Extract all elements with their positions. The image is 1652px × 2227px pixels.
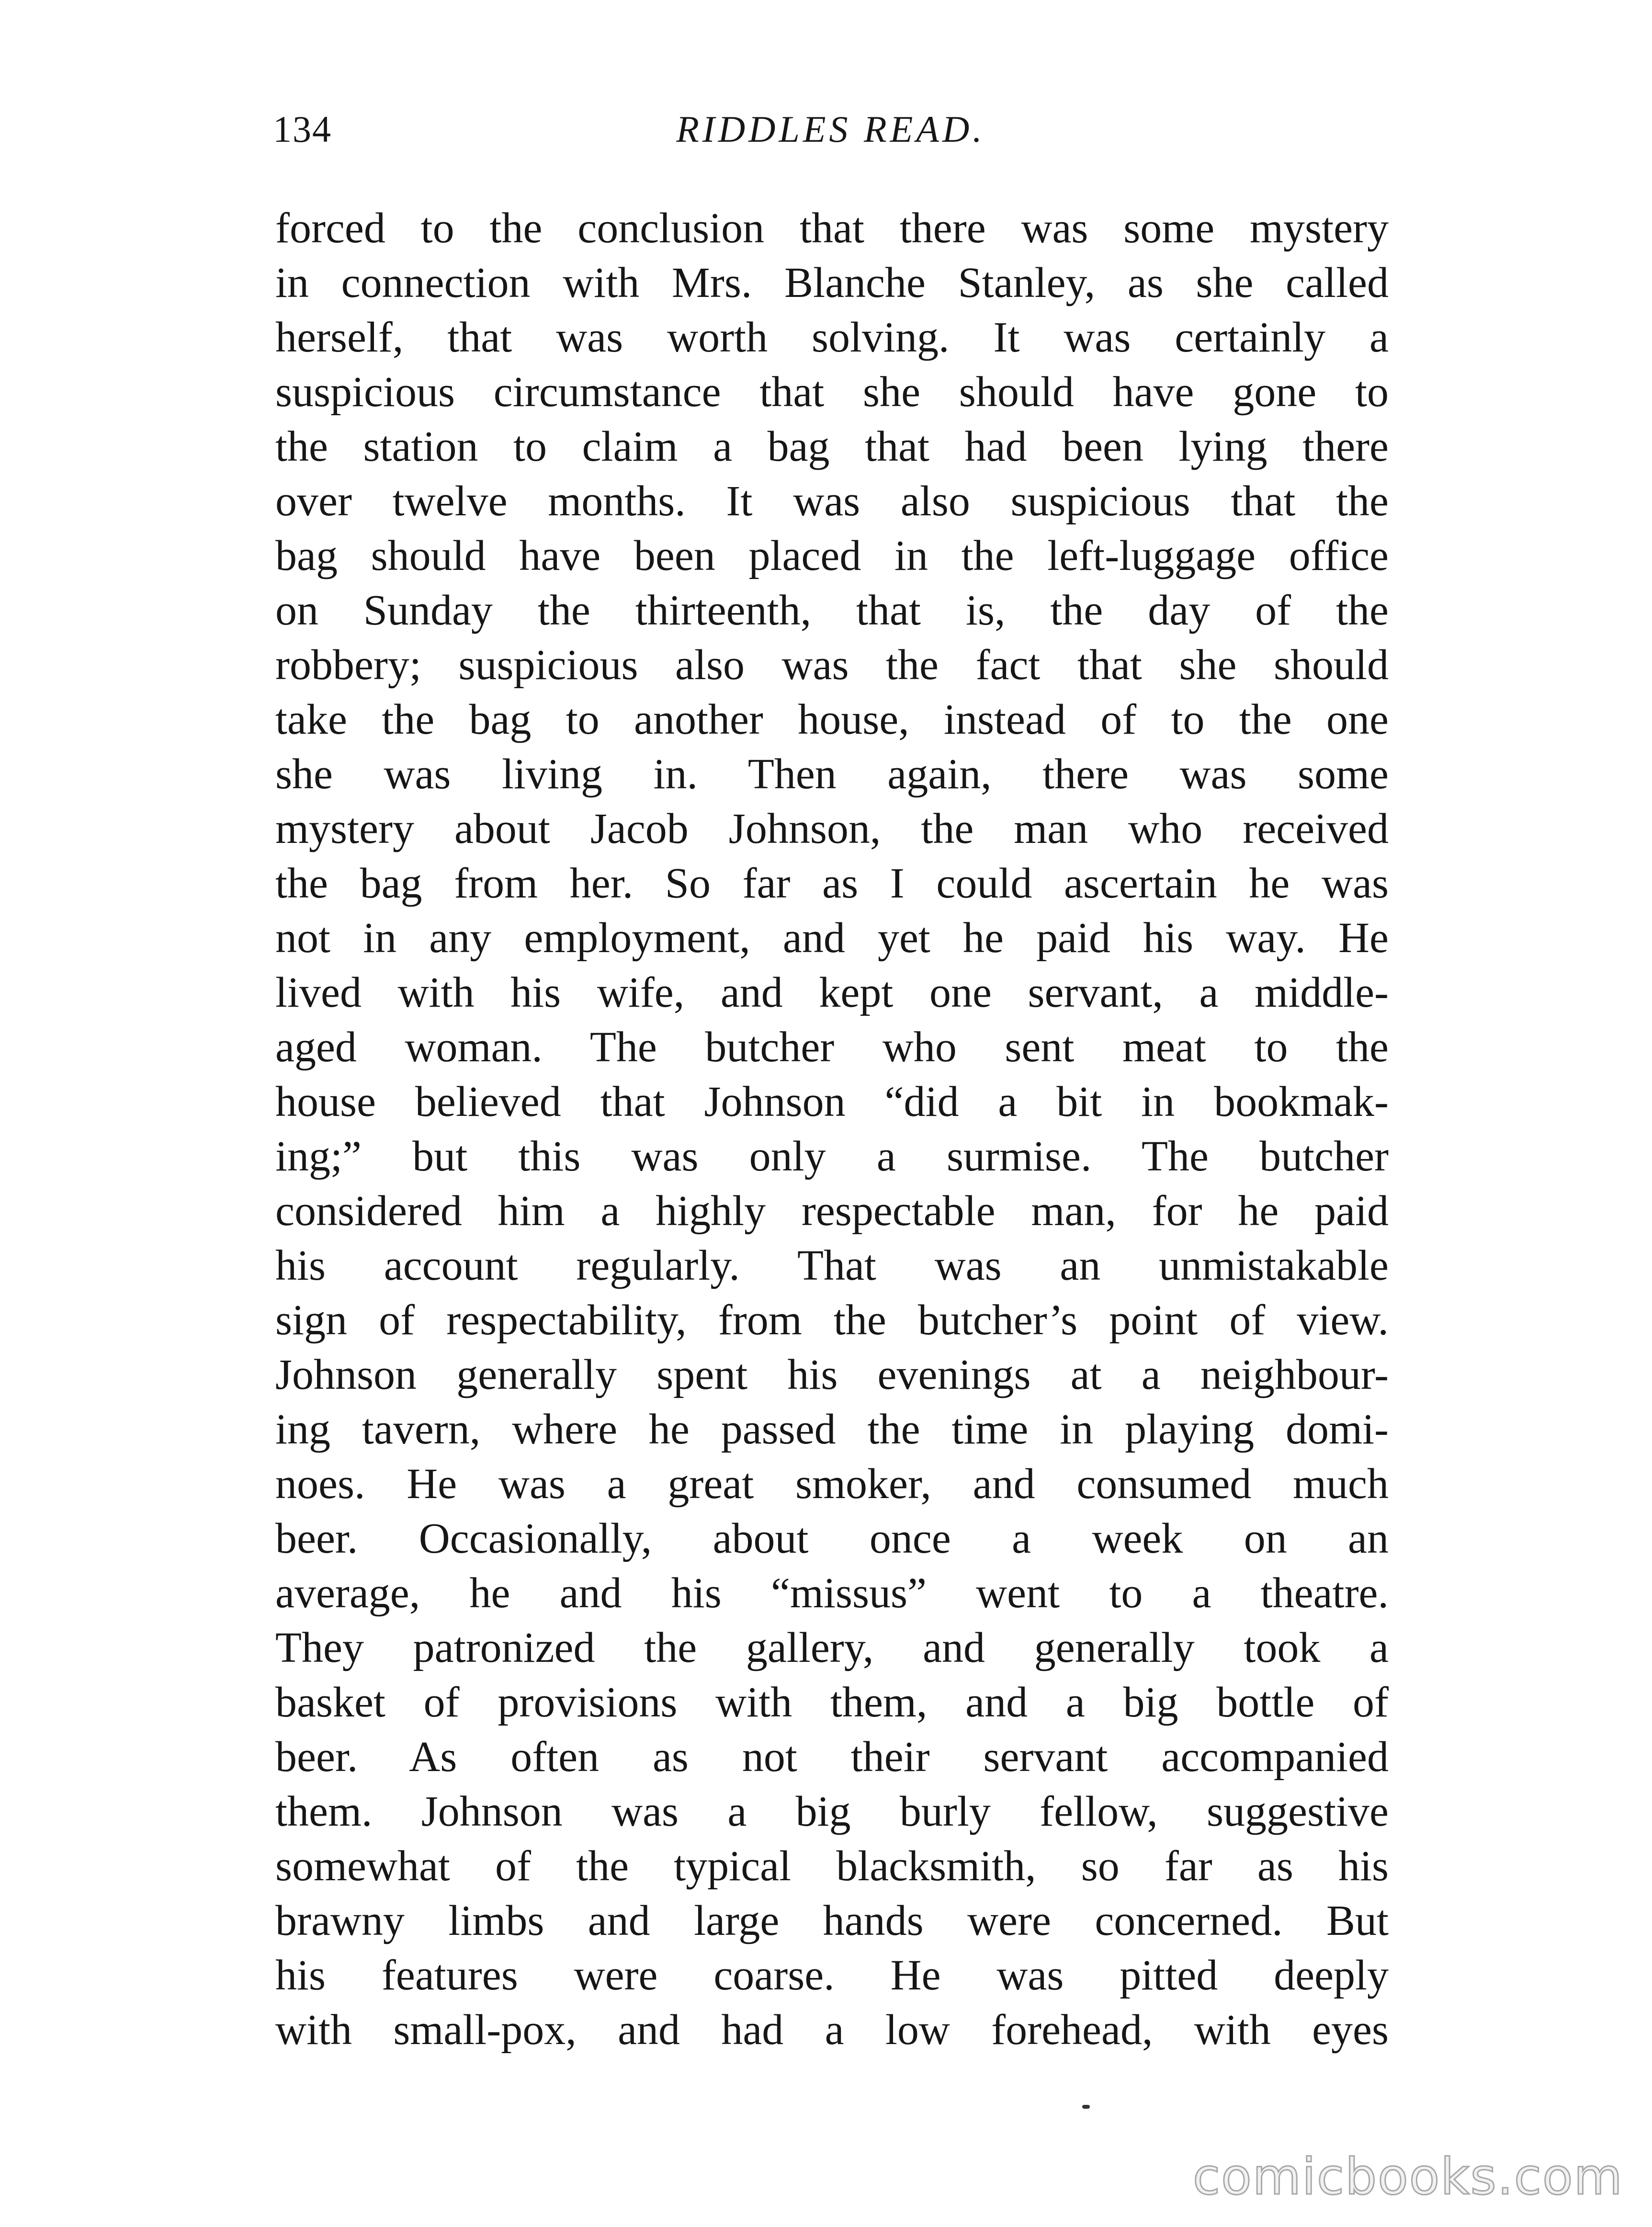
running-title: RIDDLES READ. bbox=[676, 108, 985, 150]
text-line: considered him a highly respectable man, for he paid bbox=[275, 1187, 1389, 1235]
text-line: beer. Occasionally, about once a week on an bbox=[275, 1515, 1389, 1562]
text-line: ing;” but this was only a surmise. The butcher bbox=[275, 1133, 1389, 1180]
text-line: the station to claim a bag that had been lying there bbox=[275, 423, 1389, 470]
page-number: 134 bbox=[273, 108, 332, 150]
text-line: noes. He was a great smoker, and consumed much bbox=[275, 1460, 1389, 1508]
text-line: on Sunday the thirteenth, that is, the day of the bbox=[275, 587, 1389, 634]
text-line: take the bag to another house, instead of to the one bbox=[275, 696, 1389, 743]
text-line: with small-pox, and had a low forehead, with eyes bbox=[275, 2006, 1389, 2054]
text-line: sign of respectability, from the butcher’s point of view. bbox=[275, 1296, 1389, 1344]
text-line: aged woman. The butcher who sent meat to the bbox=[275, 1023, 1389, 1071]
text-line: brawny limbs and large hands were concerned. But bbox=[275, 1897, 1389, 1944]
text-line: somewhat of the typical blacksmith, so far as his bbox=[275, 1842, 1389, 1890]
text-line: beer. As often as not their servant accompanied bbox=[275, 1733, 1389, 1781]
text-line: house believed that Johnson “did a bit in bookmak- bbox=[275, 1078, 1389, 1125]
print-mark bbox=[1082, 2105, 1090, 2109]
text-line: not in any employment, and yet he paid his way. He bbox=[275, 914, 1389, 962]
text-line: them. Johnson was a big burly fellow, suggestive bbox=[275, 1788, 1389, 1835]
watermark: comicbooks.com bbox=[1192, 2147, 1623, 2206]
text-line: over twelve months. It was also suspicious that the bbox=[275, 477, 1389, 525]
text-line: in connection with Mrs. Blanche Stanley, as she called bbox=[275, 259, 1389, 307]
text-line: basket of provisions with them, and a big bottle of bbox=[275, 1679, 1389, 1726]
text-line: average, he and his “missus” went to a theatre. bbox=[275, 1569, 1389, 1617]
text-line: bag should have been placed in the left-luggage office bbox=[275, 532, 1389, 579]
text-line: she was living in. Then again, there was some bbox=[275, 750, 1389, 798]
text-line: lived with his wife, and kept one servant, a middle- bbox=[275, 969, 1389, 1016]
text-line: robbery; suspicious also was the fact that she should bbox=[275, 641, 1389, 689]
text-line: herself, that was worth solving. It was certainly a bbox=[275, 314, 1389, 361]
text-line: forced to the conclusion that there was some mystery bbox=[275, 205, 1389, 252]
text-line: his features were coarse. He was pitted deeply bbox=[275, 1952, 1389, 1999]
text-line: They patronized the gallery, and generally took a bbox=[275, 1624, 1389, 1671]
text-line: ing tavern, where he passed the time in playing domi- bbox=[275, 1406, 1389, 1453]
running-head bbox=[273, 103, 1389, 160]
text-line: the bag from her. So far as I could ascertain he was bbox=[275, 860, 1389, 907]
body-text bbox=[275, 201, 1389, 2057]
text-line: mystery about Jacob Johnson, the man who received bbox=[275, 805, 1389, 852]
text-line: suspicious circumstance that she should have gone to bbox=[275, 368, 1389, 416]
text-line: Johnson generally spent his evenings at a neighbour- bbox=[275, 1351, 1389, 1398]
text-line: his account regularly. That was an unmistakable bbox=[275, 1242, 1389, 1289]
